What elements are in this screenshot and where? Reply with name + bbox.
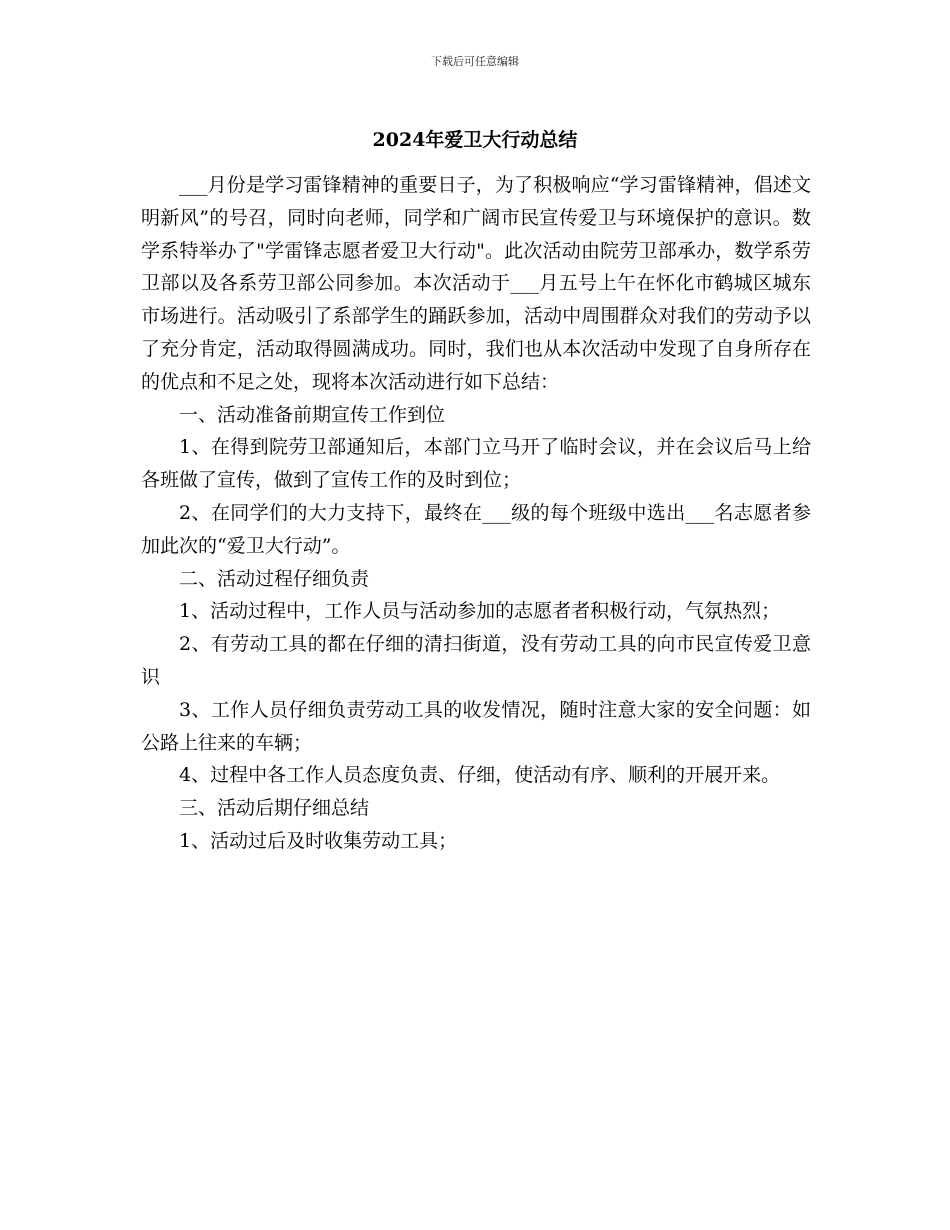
paragraph-2-4: 4、过程中各工作人员态度负责、仔细，使活动有序、顺利的开展开来。 bbox=[179, 764, 781, 787]
paragraph-2-2: 2、有劳动工具的都在仔细的清扫街道，没有劳动工具的向市民宣传爱卫意识 bbox=[141, 633, 811, 688]
paragraph-2-3: 3、工作人员仔细负责劳动工具的收发情况，随时注意大家的安全问题：如公路上往来的车辆； bbox=[141, 698, 811, 754]
section-heading-2: 二、活动过程仔细负责 bbox=[179, 567, 370, 590]
paragraph-1-2: 2、在同学们的大力支持下，最终在___级的每个班级中选出___名志愿者参加此次的“爱卫大行动”。 bbox=[141, 501, 811, 557]
document-title: 2024年爱卫大行动总结 bbox=[372, 129, 578, 151]
section-heading-3: 三、活动后期仔细总结 bbox=[179, 797, 370, 820]
paragraph-1-1: 1、在得到院劳卫部通知后，本部门立马开了临时会议，并在会议后马上给各班做了宣传，做到了宣传工作的及时到位； bbox=[141, 436, 811, 492]
intro-paragraph: ___月份是学习雷锋精神的重要日子，为了积极响应“学习雷锋精神，倡述文明新风”的号召，同时向老师，同学和广阔市民宣传爱卫与环境保护的意识。数学系特举办了"学雷锋志愿者爱卫大行动"。此次活动由院劳卫部承办，数学系劳卫部以及各系劳卫部公同参加。本次活动于___月五号上午在怀化市鹤城区城东市场进行。活动吸引了系部学生的踊跃参加，活动中周围群众对我们的劳动予以了充分肯定，活动取得圆满成功。同时，我们也从本次活动中发现了自身所存在的优点和不足之处，现将本次活动进行如下总结： bbox=[141, 174, 811, 393]
paragraph-2-1: 1、活动过程中，工作人员与活动参加的志愿者者积极行动，气氛热烈； bbox=[179, 600, 781, 623]
document-body bbox=[141, 169, 811, 858]
header-note: 下载后可任意编辑 bbox=[431, 55, 519, 68]
section-heading-1: 一、活动准备前期宣传工作到位 bbox=[179, 403, 446, 426]
paragraph-3-1: 1、活动过后及时收集劳动工具； bbox=[179, 829, 458, 852]
